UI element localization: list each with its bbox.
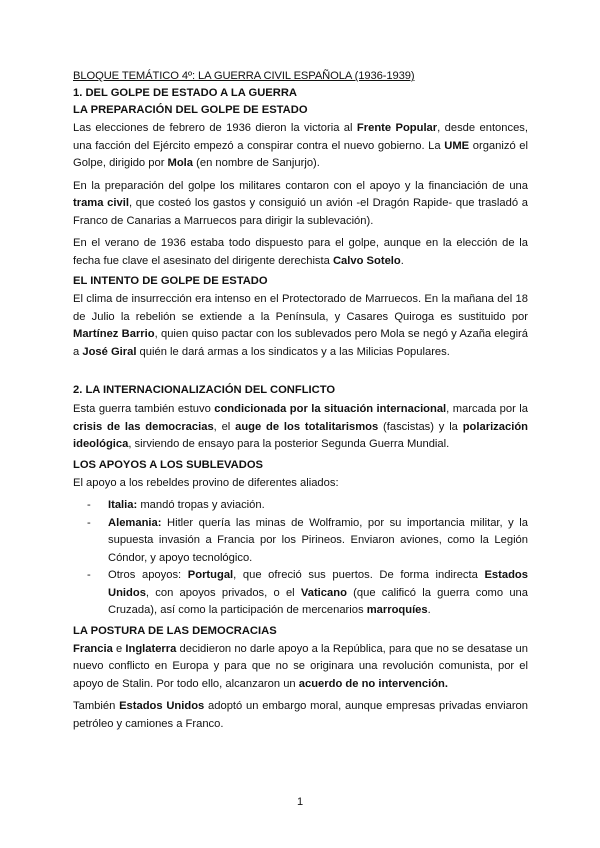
list-item: - Otros apoyos: Portugal, que ofreció sus puertos. De forma indirecta Estados Unidos, con apoyos privados, o el Vaticano (que calificó la guerra como una Cruzada), así como la participación de mercenarios marroquíes. [87,569,528,616]
list-item: - Alemania: Hitler quería las minas de Wolframio, por su importancia militar, y la supuesta invasión a Francia por los Pirineos. Enviaron aviones, como la Legión Cóndor, y apoyo tecnológico. [87,516,528,564]
document-page [73,70,528,738]
supports-list [73,497,528,620]
subheading-intento: EL INTENTO DE GOLPE DE ESTADO [73,275,268,287]
list-item: - Italia: mandó tropas y aviación. [87,499,265,511]
paragraph: En el verano de 1936 estaba todo dispuesto para el golpe, aunque en la elección de la fecha fue clave el asesinato del dirigente derechista Calvo Sotelo. [73,237,528,267]
subheading-democracias: LA POSTURA DE LAS DEMOCRACIAS [73,624,277,637]
paragraph: El apoyo a los rebeldes provino de diferentes aliados: [73,476,339,489]
paragraph: En la preparación del golpe los militares contaron con el apoyo y la financiación de una trama civil, que costeó los gastos y consiguió un avión -el Dragón Rapide- que trasladó a Franco de Canarias a Marruecos para dirigir la sublevación). [73,179,528,227]
section-2-heading: 2. LA INTERNACIONALIZACIÓN DEL CONFLICTO [73,384,336,396]
paragraph: Francia e Inglaterra decidieron no darle apoyo a la República, para que no se desatase un nuevo conflicto en Europa y para que no se originara una revolución comunista, por el apoyo de Stalin. Por todo ello, alcanzaron un acuerdo de no intervención. [73,642,528,690]
page-number: 1 [296,796,304,808]
paragraph: Las elecciones de febrero de 1936 dieron la victoria al Frente Popular, desde entonces, una facción del Ejército empezó a conspirar contra el nuevo gobierno. La UME organizó el Golpe, dirigido por Mola (en nombre de Sanjurjo). [73,122,529,169]
paragraph: El clima de insurrección era intenso en el Protectorado de Marruecos. En la mañana del 18 de Julio la rebelión se extiende a la Península, y Casares Quiroga es sustituido por Martínez Barrio, quien quiso pactar con los sublevados pero Mola se negó y Azaña elegirá a José Giral quién le dará armas a los sindicatos y a las Milicias Populares. [73,293,529,358]
subheading-apoyos: LOS APOYOS A LOS SUBLEVADOS [73,458,263,471]
spacer [73,366,528,384]
subheading-preparacion: LA PREPARACIÓN DEL GOLPE DE ESTADO [73,104,308,116]
paragraph: Esta guerra también estuvo condicionada por la situación internacional, marcada por la crisis de las democracias, el auge de los totalitarismos (fascistas) y la polarización ideológica, sirviendo de ensayo para la posterior Segunda Guerra Mundial. [73,403,528,450]
document-title: BLOQUE TEMÁTICO 4º: LA GUERRA CIVIL ESPAÑOLA (1936-1939) [73,70,415,82]
section-1-heading: 1. DEL GOLPE DE ESTADO A LA GUERRA [73,87,297,99]
paragraph: También Estados Unidos adoptó un embargo moral, aunque empresas privadas enviaron petróleo y camiones a Franco. [73,700,528,730]
